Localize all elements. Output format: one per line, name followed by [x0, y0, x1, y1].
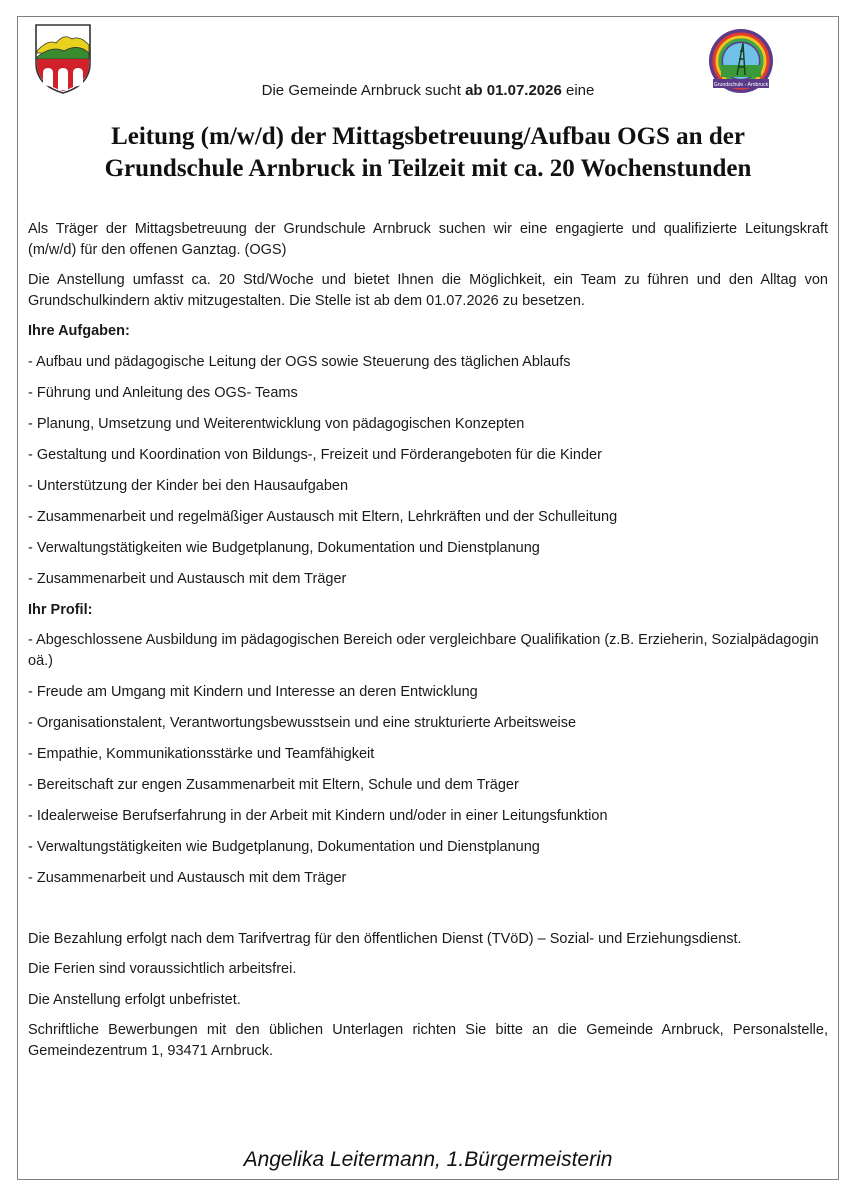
posting-body: [28, 219, 828, 1071]
intro-suffix: eine: [561, 82, 595, 99]
contract-paragraph: Die Anstellung erfolgt unbefristet.: [28, 991, 241, 1008]
profile-heading: Ihr Profil:: [28, 601, 93, 618]
list-item: - Organisationstalent, Verantwortungsbewusstsein und eine strukturierte Arbeitsweise: [28, 714, 577, 731]
list-item: - Idealerweise Berufserfahrung in der Arbeit mit Kindern und/oder in einer Leitungsfunktion: [28, 807, 608, 824]
intro-line: [18, 81, 838, 101]
list-item: - Planung, Umsetzung und Weiterentwicklung von pädagogischen Konzepten: [28, 415, 525, 432]
svg-text:Grundschule - Arnbruck: Grundschule - Arnbruck: [713, 82, 769, 88]
list-item: - Gestaltung und Koordination von Bildungs-, Freizeit und Förderangeboten für die Kinder: [28, 446, 602, 463]
list-item: - Bereitschaft zur engen Zusammenarbeit mit Eltern, Schule und dem Träger: [28, 776, 519, 793]
list-item: - Zusammenarbeit und Austausch mit dem Träger: [28, 869, 347, 886]
list-item: - Abgeschlossene Ausbildung im pädagogischen Bereich oder vergleichbare Qualifikation (z.B. Erzieherin, Sozialpädagogin oä.): [28, 632, 819, 669]
job-title-line-2: Grundschule Arnbruck in Teilzeit mit ca. 20 Wochenstunden: [104, 155, 752, 182]
description-paragraph: Als Träger der Mittagsbetreuung der Grundschule Arnbruck suchen wir eine engagierte und qualifizierte Leitungskraft (m/w/d) für den offenen Ganztag. (OGS): [28, 221, 828, 258]
employment-paragraph: Die Anstellung umfasst ca. 20 Std/Woche und bietet Ihnen die Möglichkeit, ein Team zu führen und den Alltag von Grundschulkindern aktiv mitzugestalten. Die Stelle ist ab dem 01.07.2026 zu besetzen.: [28, 272, 828, 309]
list-item: - Freude am Umgang mit Kindern und Interesse an deren Entwicklung: [28, 683, 478, 700]
salary-paragraph: Die Bezahlung erfolgt nach dem Tarifvertrag für den öffentlichen Dienst (TVöD) – Sozial- und Erziehungsdienst.: [28, 930, 742, 947]
start-date: ab 01.07.2026: [465, 82, 562, 99]
list-item: - Zusammenarbeit und Austausch mit dem Träger: [28, 570, 347, 587]
tasks-list: [28, 352, 828, 590]
tasks-heading: Ihre Aufgaben:: [28, 323, 130, 339]
list-item: - Verwaltungstätigkeiten wie Budgetplanung, Dokumentation und Dienstplanung: [28, 838, 540, 855]
holidays-paragraph: Die Ferien sind voraussichtlich arbeitsfrei.: [28, 961, 297, 977]
signature: Angelika Leitermann, 1.Bürgermeisterin: [243, 1148, 613, 1171]
list-item: - Unterstützung der Kinder bei den Hausaufgaben: [28, 477, 349, 494]
spacer: [28, 899, 828, 929]
list-item: - Führung und Anleitung des OGS- Teams: [28, 384, 298, 401]
intro-prefix: Die Gemeinde Arnbruck sucht: [261, 82, 466, 99]
list-item: - Empathie, Kommunikationsstärke und Teamfähigkeit: [28, 745, 375, 762]
application-paragraph: Schriftliche Bewerbungen mit den üblichen Unterlagen richten Sie bitte an die Gemeinde Arnbruck, Personalstelle, Gemeindezentrum 1, 93471 Arnbruck.: [28, 1022, 828, 1059]
job-title-line-1: Leitung (m/w/d) der Mittagsbetreuung/Aufbau OGS an der: [111, 123, 745, 150]
job-posting-page: [17, 16, 839, 1180]
job-title: [38, 121, 818, 185]
list-item: - Verwaltungstätigkeiten wie Budgetplanung, Dokumentation und Dienstplanung: [28, 539, 540, 556]
list-item: - Aufbau und pädagogische Leitung der OGS sowie Steuerung des täglichen Ablaufs: [28, 353, 571, 370]
profile-list: [28, 630, 828, 888]
list-item: - Zusammenarbeit und regelmäßiger Austausch mit Eltern, Lehrkräften und der Schulleitung: [28, 508, 618, 525]
